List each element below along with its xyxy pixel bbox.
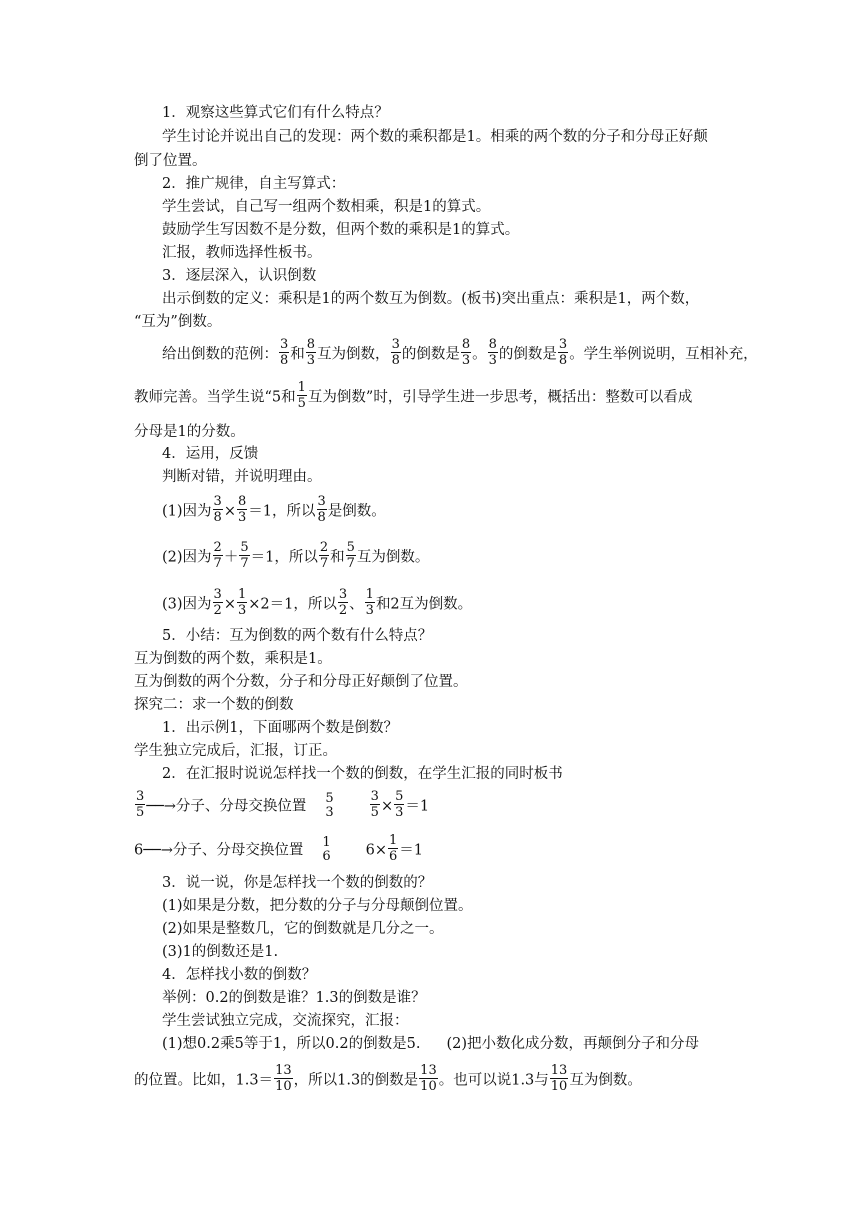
fraction: $\frac{2}{7}$ [319,540,329,571]
text: 互为倒数。 [356,549,430,566]
question-2 [162,540,734,572]
text: (1)因为 [162,503,212,520]
fraction: $\frac{3}{5}$ [370,789,379,820]
fraction: $\frac{3}{2}$ [213,587,222,618]
text-line: 互为倒数的两个数，乘积是1。 [134,651,332,667]
text: 、 [349,596,364,613]
example-line [162,337,758,369]
fraction: $\frac{3}{8}$ [391,337,400,368]
text-line: 探究二：求一个数的倒数 [134,697,294,713]
text: × [223,503,236,520]
text-line: 倒了位置。 [134,153,207,169]
text-line: 5．小结：互为倒数的两个数有什么特点？ [162,628,433,644]
text-line: 分母是1的分数。 [134,424,245,440]
fraction: $\frac{5}{3}$ [395,789,404,820]
text-line: (1)如果是分数，把分数的分子与分母颠倒位置。 [162,898,473,914]
question-1 [162,494,734,526]
fraction: $\frac{1}{3}$ [365,587,374,618]
text-line: 3．逐层深入，认识倒数 [162,268,317,284]
text-line: 判断对错，并说明理由。 [162,469,322,485]
fraction: $\frac{1}{5}$ [297,380,306,411]
text: 6× [365,842,387,859]
text-line: (3)1的倒数还是1. [162,944,279,960]
text: (2)因为 [162,549,212,566]
text-line: 1．出示例1，下面哪两个数是倒数？ [162,720,398,736]
text: 互为倒数， [317,346,390,363]
fraction: $\frac{5}{7}$ [346,540,355,571]
text: ＝1 [399,842,424,859]
fraction: $\frac{8}{3}$ [237,494,247,525]
text: 。也可以说1.3与 [438,1072,549,1089]
fraction: $\frac{13}{10}$ [275,1063,292,1094]
board-row-1 [134,789,734,821]
text: ＝1，所以 [250,549,318,566]
text: (3)因为 [162,596,212,613]
fraction: $\frac{3}{8}$ [280,337,289,368]
text-line [162,1033,734,1055]
text: ＋ [223,549,239,566]
fraction: $\frac{13}{10}$ [550,1063,568,1094]
text: × [380,798,394,815]
text-line: 3．说一说，你是怎样找一个数的倒数的？ [162,875,433,891]
text: 。学生举例说明，互相补充， [569,346,758,363]
fraction: $\frac{8}{3}$ [461,337,471,368]
text-line: 鼓励学生写因数不是分数，但两个数的乘积是1的算式。 [162,222,520,238]
fraction: $\frac{3}{5}$ [136,789,145,820]
text: ──→分子、分母交换位置 [146,798,307,815]
fraction: $\frac{2}{7}$ [213,540,222,571]
text: (1)想0.2乘5等于1，所以0.2的倒数是5. [162,1036,421,1052]
text: 和2互为倒数。 [375,596,473,613]
text: 的位置。比如，1.3＝ [134,1072,274,1089]
text: 6 [134,842,144,859]
text: 。 [472,346,487,363]
question-3 [162,587,734,619]
fraction: $\frac{1}{3}$ [237,587,247,618]
example-line [134,380,734,412]
fraction: $\frac{8}{3}$ [306,337,316,368]
text-line: 4．运用，反馈 [162,446,259,462]
text-line: 2．在汇报时说说怎样找一个数的倒数，在学生汇报的同时板书 [162,766,563,782]
text: ＝1，所以 [248,503,316,520]
text-line: 学生讨论并说出自己的发现：两个数的乘积都是1。相乘的两个数的分子和分母正好颠 [162,129,708,145]
text: 教师完善。当学生说“5和 [134,389,296,406]
text: 的倒数是 [401,346,460,363]
text: (2)把小数化成分数，再颠倒分子和分母 [446,1036,699,1052]
board-row-2 [134,833,734,865]
text-line: 2．推广规律，自主写算式： [162,176,346,192]
text: × [223,596,236,613]
text-line: 学生尝试，自己写一组两个数相乘，积是1的算式。 [162,199,491,215]
fraction: $\frac{3}{8}$ [558,337,568,368]
text: 给出倒数的范例： [162,346,278,363]
fraction: $\frac{13}{10}$ [420,1063,437,1094]
text: 是倒数。 [327,503,386,520]
text: ──→分子、分母交换位置 [143,842,304,859]
text-line: 出示倒数的定义：乘积是1的两个数互为倒数。(板书)突出重点：乘积是1，两个数， [162,291,700,307]
text-line: “互为”倒数。 [134,314,222,330]
fraction: $\frac{3}{2}$ [338,587,348,618]
text-line: 学生独立完成后，汇报，订正。 [134,743,337,759]
text-line: 汇报，教师选择性板书。 [162,245,322,261]
text: ×2＝1，所以 [248,596,337,613]
text-line: 举例：0.2的倒数是谁？1.3的倒数是谁？ [162,990,426,1006]
text: 和 [330,549,345,566]
fraction: 5 3 [325,790,334,820]
last-line [134,1063,734,1095]
text: 的倒数是 [498,346,557,363]
text-line: 学生尝试独立完成，交流探究，汇报： [162,1013,409,1029]
fraction: $\frac{3}{8}$ [317,494,326,525]
text: ＝1 [405,798,430,815]
fraction: $\frac{3}{8}$ [213,494,222,525]
text-line: (2)如果是整数几，它的倒数就是几分之一。 [162,921,444,937]
text-line: 4．怎样找小数的倒数？ [162,967,317,983]
text: ，所以1.3的倒数是 [293,1072,419,1089]
text: 互为倒数。 [569,1072,642,1089]
text-line: 1．观察这些算式它们有什么特点？ [162,105,389,121]
text: 互为倒数”时，引导学生进一步思考，概括出：整数可以看成 [307,389,693,406]
fraction: $\frac{1}{6}$ [389,833,398,864]
fraction: $\frac{5}{7}$ [240,540,249,571]
fraction: $\frac{8}{3}$ [488,337,497,368]
fraction: 1 6 [322,834,331,864]
text: 和 [290,346,305,363]
text-line: 互为倒数的两个分数，分子和分母正好颠倒了位置。 [134,674,468,690]
